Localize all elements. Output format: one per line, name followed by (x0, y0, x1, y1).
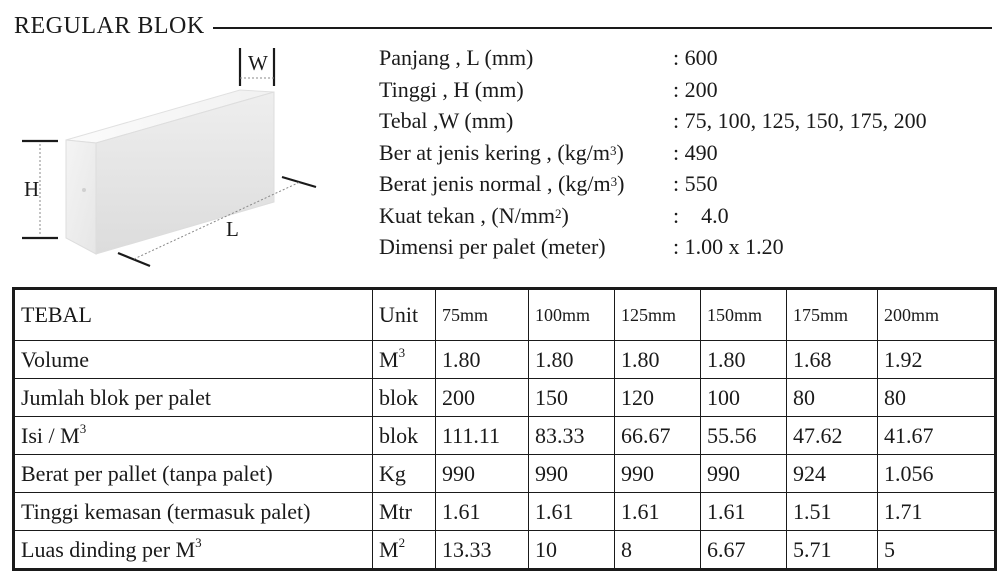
spec-label-sup: 3 (609, 142, 617, 158)
table-cell: 924 (787, 455, 878, 493)
row-unit: Kg (373, 455, 436, 493)
table-cell: 66.67 (615, 417, 701, 455)
table-cell: 1.71 (878, 493, 995, 531)
page-title: REGULAR BLOK (14, 12, 205, 39)
spec-row-kuat-tekan (379, 200, 927, 232)
header-col: 75mm (436, 290, 529, 341)
block-front-face (66, 140, 96, 254)
l-line-left (118, 253, 150, 266)
w-label: W (248, 51, 268, 75)
spec-label-sup: 3 (610, 174, 618, 189)
table-cell: 5 (878, 531, 995, 569)
spec-row-tinggi (379, 74, 927, 106)
table-cell: 120 (615, 379, 701, 417)
row-label (15, 417, 373, 455)
table-cell: 80 (878, 379, 995, 417)
table-row (15, 493, 995, 531)
spec-label-tail: ) (616, 139, 624, 165)
spec-label-text: Kuat tekan , (N/mm (379, 202, 555, 228)
row-unit (373, 341, 436, 379)
table-cell: 990 (701, 455, 787, 493)
spec-label-tail: ) (561, 202, 569, 228)
spec-label-text: Berat jenis normal , (kg/m (379, 171, 611, 196)
spec-value: : 600 (673, 45, 718, 70)
l-label: L (226, 217, 239, 241)
table-cell: 55.56 (701, 417, 787, 455)
spec-row-panjang (379, 42, 927, 74)
row-label: Volume (15, 341, 373, 379)
spec-value: : 550 (673, 171, 718, 196)
title-rule (213, 27, 992, 29)
header-col: 200mm (878, 290, 995, 341)
title-row (14, 8, 992, 44)
header-col: 150mm (701, 290, 787, 341)
spec-label-tail: ) (617, 171, 625, 196)
label-sup: 3 (195, 534, 202, 550)
table-header-row (15, 290, 995, 341)
unit-sup: 2 (398, 534, 406, 550)
spec-value: : 4.0 (673, 202, 729, 228)
table-row (15, 379, 995, 417)
spec-label (379, 168, 673, 200)
table-cell: 111.11 (436, 417, 529, 455)
h-label: H (24, 177, 40, 201)
row-label: Berat per pallet (tanpa palet) (15, 455, 373, 493)
spec-label: Tinggi , H (mm) (379, 76, 524, 102)
spec-label: Tebal ,W (mm) (379, 108, 514, 133)
spec-row-tebal (379, 105, 927, 137)
spec-row-berat-kering (379, 137, 927, 169)
table-cell: 1.51 (787, 493, 878, 531)
label-text: Luas dinding per M (21, 536, 196, 562)
spec-value: : 1.00 x 1.20 (673, 234, 784, 259)
row-label (15, 531, 373, 569)
table-cell: 1.80 (701, 341, 787, 379)
row-unit: blok (373, 417, 436, 455)
header-unit: Unit (373, 290, 436, 341)
table-cell: 47.62 (787, 417, 878, 455)
row-unit (373, 531, 436, 569)
table-cell: 100 (701, 379, 787, 417)
table-cell: 1.61 (436, 493, 529, 531)
table-row (15, 531, 995, 569)
unit-sup: 3 (398, 344, 406, 360)
l-line-right (282, 177, 316, 187)
block-diagram (0, 40, 340, 280)
table-cell: 1.68 (787, 341, 878, 379)
table-cell: 990 (436, 455, 529, 493)
unit-text: M (379, 346, 399, 372)
row-label: Jumlah blok per palet (15, 379, 373, 417)
table-cell: 990 (529, 455, 615, 493)
spec-label (379, 137, 673, 169)
table-cell: 1.92 (878, 341, 995, 379)
spec-row-dimensi (379, 231, 927, 263)
table-cell: 6.67 (701, 531, 787, 569)
table-cell: 1.80 (615, 341, 701, 379)
table-cell: 83.33 (529, 417, 615, 455)
row-unit: Mtr (373, 493, 436, 531)
table-cell: 1.056 (878, 455, 995, 493)
row-label: Tinggi kemasan (termasuk palet) (15, 493, 373, 531)
spec-table (14, 289, 995, 569)
table-cell: 990 (615, 455, 701, 493)
spec-row-berat-normal (379, 168, 927, 200)
table-row (15, 417, 995, 455)
table-row (15, 341, 995, 379)
table-cell: 5.71 (787, 531, 878, 569)
spec-value: : 490 (673, 139, 718, 165)
table-cell: 41.67 (878, 417, 995, 455)
table-cell: 150 (529, 379, 615, 417)
header-tebal: TEBAL (15, 290, 373, 341)
table-cell: 80 (787, 379, 878, 417)
spec-value: : 75, 100, 125, 150, 175, 200 (673, 108, 927, 133)
label-text: Isi / M (21, 422, 80, 448)
spec-list (379, 42, 927, 263)
row-unit: blok (373, 379, 436, 417)
unit-text: M (379, 536, 399, 562)
block-illustration (0, 40, 340, 280)
table-cell: 1.61 (529, 493, 615, 531)
label-sup: 3 (79, 420, 87, 436)
table-cell: 13.33 (436, 531, 529, 569)
table-cell: 1.80 (529, 341, 615, 379)
table-cell: 1.80 (436, 341, 529, 379)
table-cell: 200 (436, 379, 529, 417)
table-cell: 10 (529, 531, 615, 569)
header-col: 100mm (529, 290, 615, 341)
header-col: 175mm (787, 290, 878, 341)
spec-label: Dimensi per palet (meter) (379, 234, 606, 259)
spec-label (379, 200, 673, 232)
table-cell: 8 (615, 531, 701, 569)
spec-label: Panjang , L (mm) (379, 45, 534, 70)
spec-value: : 200 (673, 76, 718, 102)
spec-label-text: Ber at jenis kering , (kg/m (379, 139, 610, 165)
header-col: 125mm (615, 290, 701, 341)
spec-label-sup: 2 (554, 205, 562, 221)
block-mark (82, 188, 86, 192)
table-cell: 1.61 (615, 493, 701, 531)
table-row (15, 455, 995, 493)
table-cell: 1.61 (701, 493, 787, 531)
